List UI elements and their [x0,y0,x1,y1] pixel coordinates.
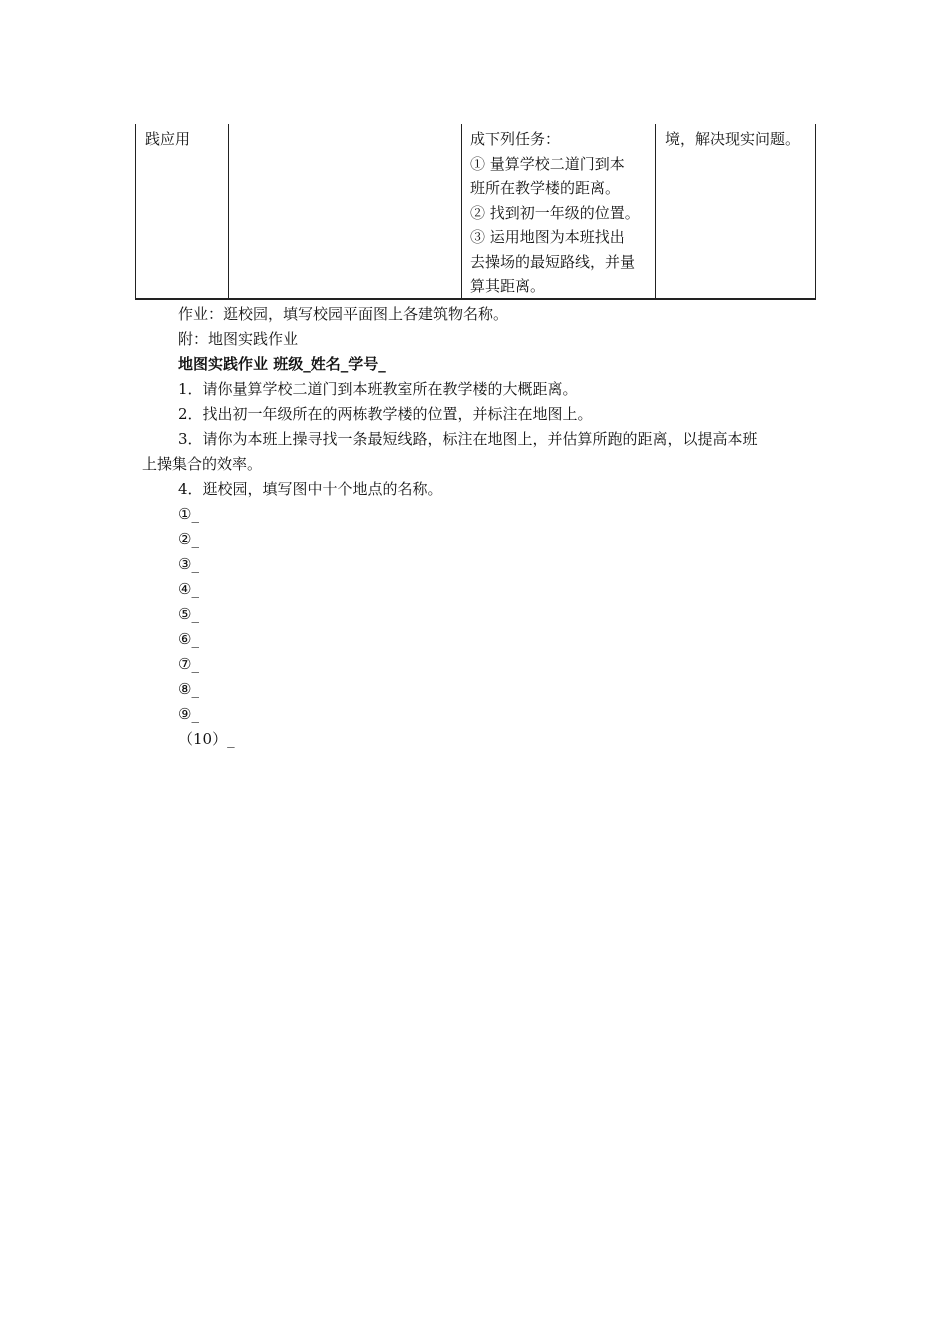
cell-text-line: 去操场的最短路线，并量 [470,252,636,271]
blank-item: ③_ [178,555,199,573]
cell-text-line: 班所在教学楼的距离。 [470,179,621,197]
cell-text-line: ② 找到初一年级的位置。 [470,203,640,222]
cell-text-line: ① 量算学校二道门到本 [470,154,625,173]
cell-text-line: ③ 运用地图为本班找出 [470,228,625,246]
homework-text: 作业：逛校园，填写校园平面图上各建筑物名称。 [178,305,509,323]
task-4: 4．逛校园，填写图中十个地点的名称。 [178,480,443,498]
task-3-line-1: 3．请你为本班上操寻找一条最短线路，标注在地图上，并估算所跑的距离，以提高本班 [178,430,758,448]
blank-item: ⑤_ [178,605,199,623]
blank-item: ⑦_ [178,655,199,673]
task-3-line-2: 上操集合的效率。 [142,455,263,473]
cell-text-line: 算其距离。 [470,277,546,295]
blank-item: ⑨_ [178,705,199,723]
blank-item: ⑥_ [178,630,199,648]
task-2: 2．找出初一年级所在的两栋教学楼的位置，并标注在地图上。 [178,405,593,423]
table-cell-stage [136,124,229,298]
table-cell-student-activity [462,124,656,298]
cell-text-line: 境，解决现实问题。 [665,130,801,148]
table-cell-design-intent [656,124,815,298]
cell-text-line: 践应用 [145,130,191,148]
table-cell-teacher-activity [229,124,462,298]
worksheet-heading: 地图实践作业 班级_姓名_学号_ [178,355,386,373]
blank-item: ④_ [178,580,199,598]
blank-item: ②_ [178,530,199,548]
homework-section [142,302,822,752]
blank-item: ①_ [178,505,199,523]
appendix-text: 附：地图实践作业 [178,330,299,348]
blank-item: ⑧_ [178,680,199,698]
blank-item: （10）_ [178,730,235,748]
cell-text-line: 成下列任务： [470,130,561,148]
task-1: 1．请你量算学校二道门到本班教室所在教学楼的大概距离。 [178,380,578,398]
lesson-table [135,124,816,300]
